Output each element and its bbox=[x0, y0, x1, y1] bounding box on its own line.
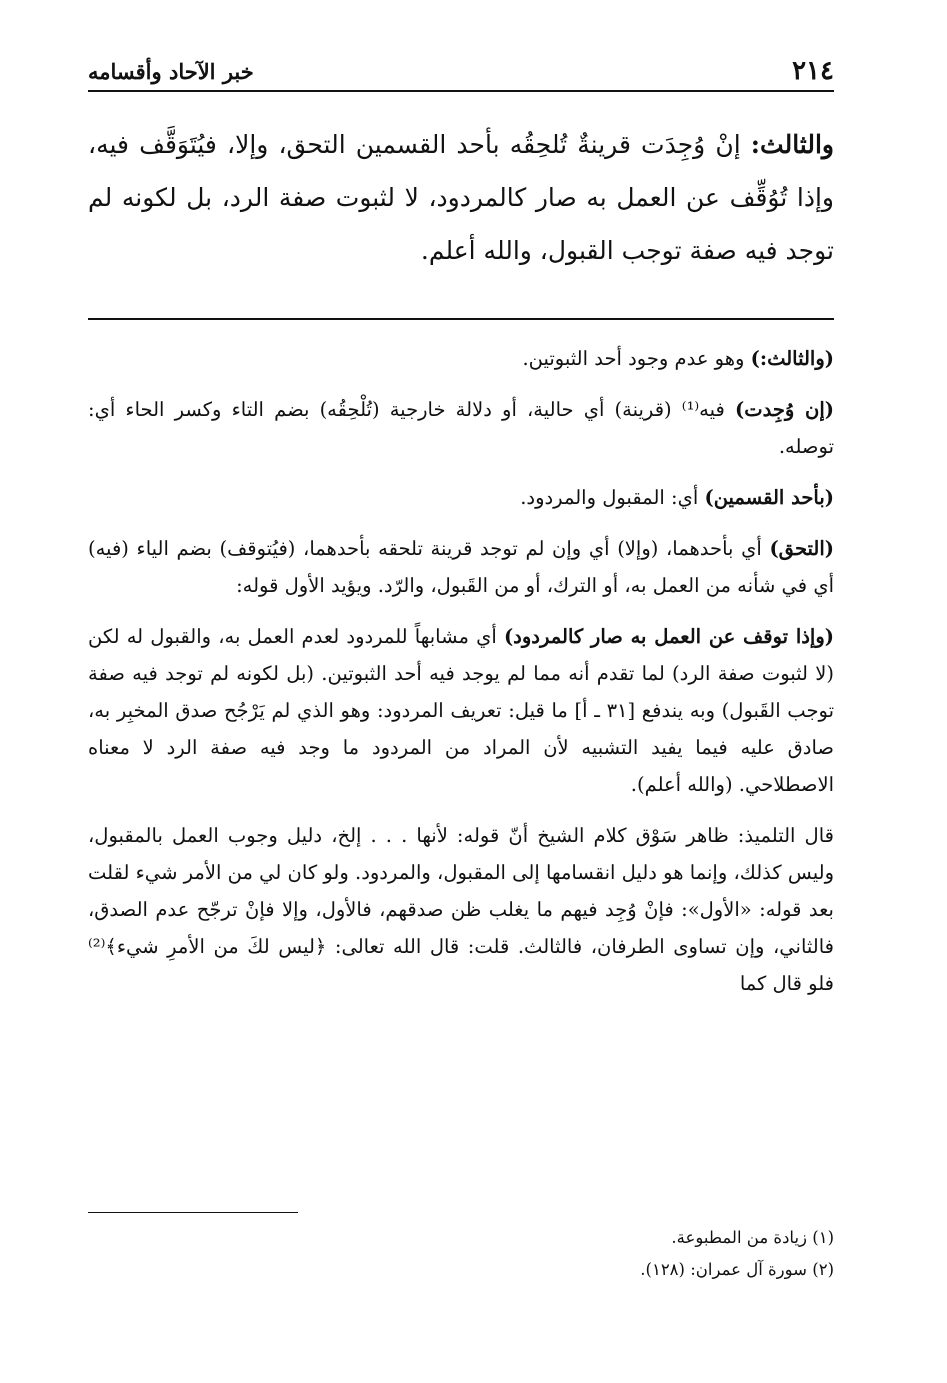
footnote-rule bbox=[88, 1212, 298, 1213]
commentary-text: أي بأحدهما، (وإلا) أي وإن لم توجد قرينة تلحقه بأحدهما، (فيُتوقف) بضم الياء (فيه) أي في شأنه من العمل به، أو الترك، أو من القَبول، والرّد. ويؤيد الأول قوله: bbox=[88, 537, 834, 597]
commentary-lemma: (إن وُجِدت) bbox=[735, 398, 834, 421]
commentary-paragraph bbox=[88, 340, 834, 377]
main-paragraph bbox=[88, 118, 834, 277]
commentary-lemma: (والثالث:) bbox=[750, 347, 834, 370]
commentary-paragraph bbox=[88, 479, 834, 516]
commentary-paragraph bbox=[88, 618, 834, 803]
commentary-paragraph bbox=[88, 817, 834, 1002]
footnote: (١) زيادة من المطبوعة. bbox=[671, 1228, 834, 1247]
running-title: خبر الآحاد وأقسامه bbox=[88, 58, 254, 84]
main-lead: والثالث: bbox=[750, 130, 834, 159]
section-divider bbox=[88, 318, 834, 320]
commentary-text: أي: المقبول والمردود. bbox=[520, 486, 705, 509]
commentary-paragraph bbox=[88, 391, 834, 465]
main-text bbox=[88, 118, 834, 277]
footnotes bbox=[88, 1222, 834, 1286]
commentary bbox=[88, 340, 834, 1016]
commentary-lemma: (بأحد القسمين) bbox=[704, 486, 834, 509]
main-body: إنْ وُجِدَت قرينةٌ تُلحِقُه بأحد القسمين التحق، وإلا، فيُتَوَقَّف فيه، وإذا تُوُقِّف عن العمل به صار كالمردود، لا لثبوت صفة الرد، بل لكونه لم توجد فيه صفة توجب القبول، والله أعلم. bbox=[88, 130, 834, 265]
commentary-text: فيه⁽¹⁾ (قرينة) أي حالية، أو دلالة خارجية (تُلْحِقُه) بضم التاء وكسر الحاء أي: توصله. bbox=[88, 398, 834, 458]
commentary-text: قال التلميذ: ظاهر سَوْق كلام الشيخ أنّ قوله: لأنها . . . إلخ، دليل وجوب العمل بالمقبول، وليس كذلك، وإنما هو دليل انقسامها إلى المقبول، والمردود. ولو كان لي من الأمر شيء لقلت بعد قوله: «الأول»: فإنْ وُجِد فيهم ما يغلب ظن صدقهم، فالأول، وإلا فإنْ ترجّح عدم الصدق، فالثاني، وإن تساوى الطرفان، فالثالث. قلت: قال الله تعالى: ﴿ليس لكَ من الأمرِ شيء﴾⁽²⁾ فلو قال كما bbox=[88, 824, 834, 995]
commentary-lemma: (وإذا توقف عن العمل به صار كالمردود) bbox=[503, 625, 834, 648]
commentary-text: أي مشابهاً للمردود لعدم العمل به، والقبول له لكن (لا لثبوت صفة الرد) لما تقدم أنه مما لم يوجد فيه أحد الثبوتين. (بل لكونه لم توجد فيه صفة توجب القَبول) وبه يندفع [٣١ ـ أ] ما قيل: تعريف المردود: وهو الذي لم يَرْجُح صدق المخبِر به، صادق عليه فيما يفيد التشبيه لأن المراد من المردود ما وجد فيه صفة الرد لا معناه الاصطلاحي. (والله أعلم). bbox=[88, 625, 834, 796]
page-number: ٢١٤ bbox=[792, 56, 834, 86]
book-page bbox=[88, 0, 834, 1383]
commentary-text: وهو عدم وجود أحد الثبوتين. bbox=[522, 347, 751, 370]
page-header bbox=[88, 52, 834, 92]
commentary-lemma: (التحق) bbox=[769, 537, 834, 560]
footnote: (٢) سورة آل عمران: (١٢٨). bbox=[640, 1260, 834, 1279]
commentary-paragraph bbox=[88, 530, 834, 604]
